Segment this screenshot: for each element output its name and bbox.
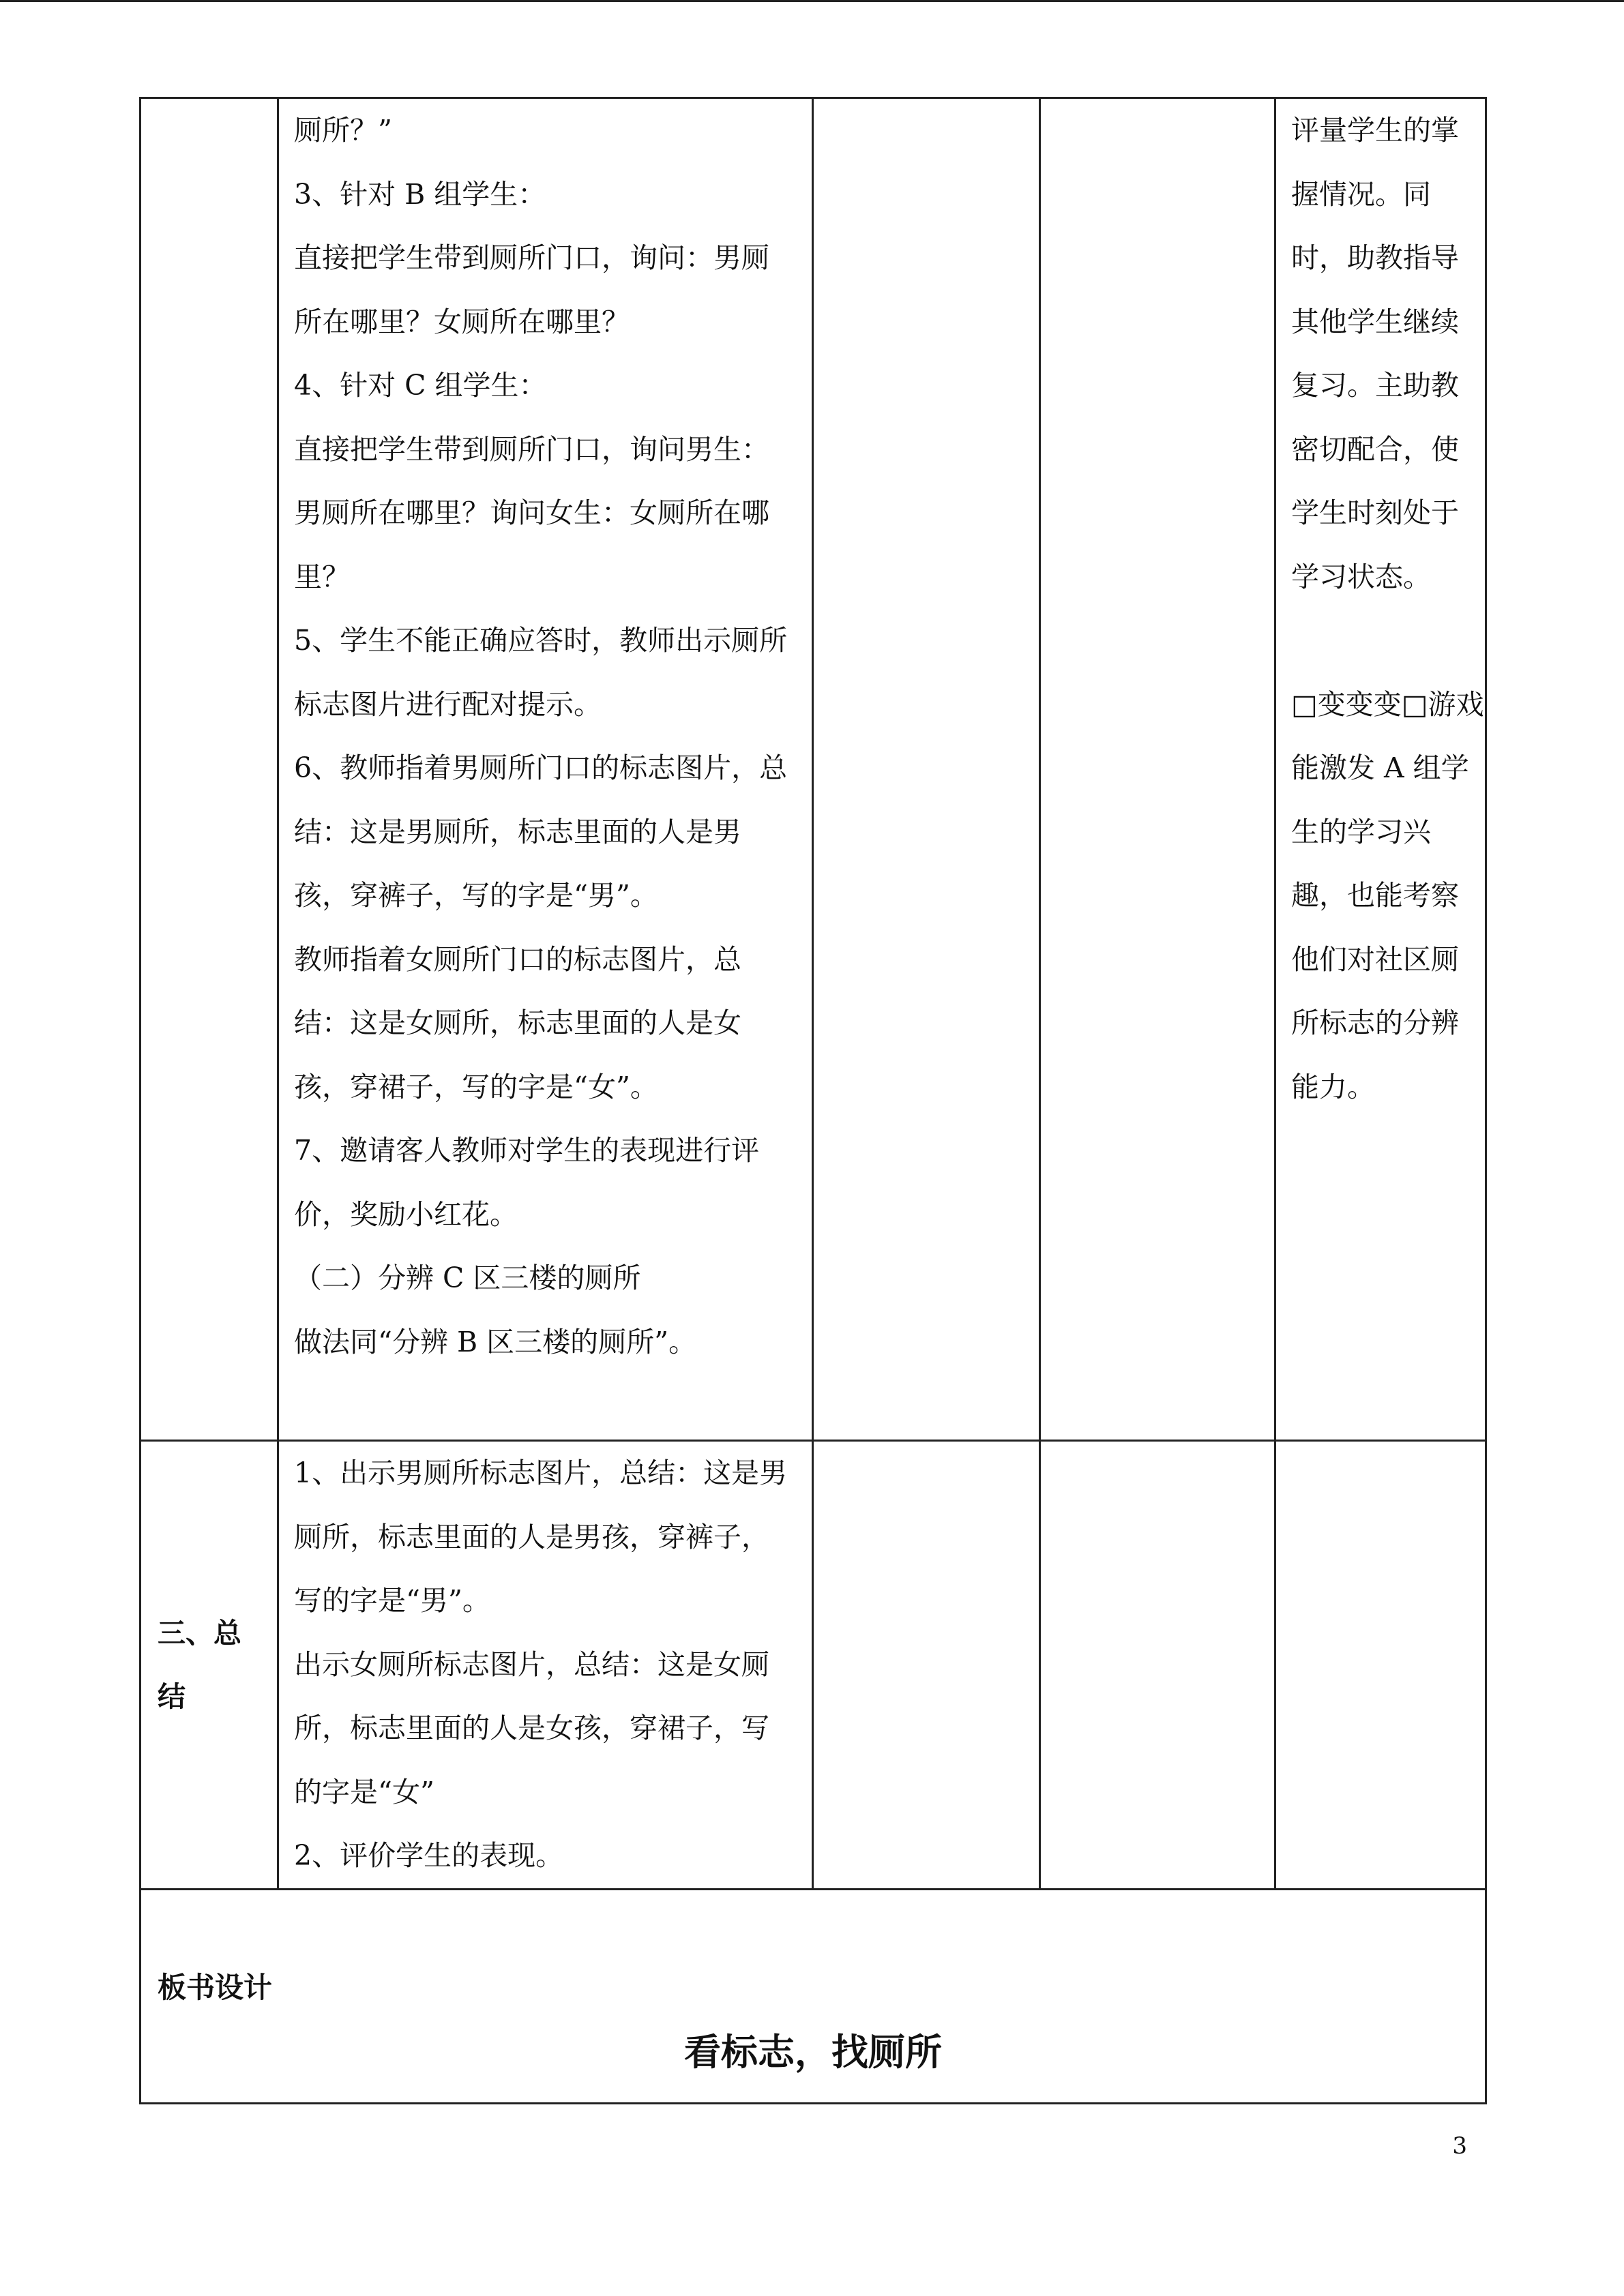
- procedure-line: 结：这是女厕所，标志里面的人是女: [294, 1007, 741, 1039]
- procedure-line: 孩，穿裙子，写的字是“女”。: [294, 1070, 658, 1103]
- stage-cell-summary: [141, 1441, 278, 1890]
- procedure-cell: [278, 98, 813, 1441]
- summary-procedure-line: 出示女厕所标志图片，总结：这是女厕: [294, 1648, 769, 1681]
- design-intent-line: 评量学生的掌: [1291, 114, 1459, 147]
- procedure-line: 男厕所在哪里？询问女生：女厕所在哪: [294, 496, 769, 529]
- procedure-line: 4、针对 C 组学生：: [294, 369, 547, 402]
- design-intent-line: 能力。: [1291, 1070, 1375, 1103]
- design-intent-line: 学生时刻处于: [1291, 496, 1459, 529]
- summary-procedure-line: 写的字是“男”。: [294, 1584, 490, 1617]
- top-border-rule: [0, 0, 1624, 2]
- design-intent-line: 学习状态。: [1291, 560, 1431, 593]
- procedure-line: 直接把学生带到厕所门口，询问男生：: [294, 432, 769, 466]
- procedure-line: 5、学生不能正确应答时，教师出示厕所: [294, 624, 788, 657]
- procedure-line: （二）分辨 C 区三楼的厕所: [294, 1262, 641, 1294]
- stage-cell-empty: [141, 98, 278, 1441]
- summary-procedure-line: 的字是“女”: [294, 1775, 434, 1808]
- summary-procedure-line: 所，标志里面的人是女孩，穿裙子，写: [294, 1712, 769, 1744]
- summary-assistant-cell: [1040, 1441, 1275, 1890]
- procedure-line: 直接把学生带到厕所门口，询问：男厕: [294, 241, 769, 274]
- table-row-continued: [141, 98, 1486, 1441]
- design-intent-line: 时，助教指导: [1291, 241, 1459, 274]
- design-intent-line: 密切配合，使: [1291, 432, 1459, 466]
- design-intent-line: □变变变□游戏: [1291, 687, 1484, 721]
- lesson-plan-table: [139, 97, 1487, 2104]
- design-intent-line: 趣，也能考察: [1291, 879, 1459, 912]
- design-intent-line: 复习。主助教: [1291, 369, 1459, 402]
- table-row-summary: [141, 1441, 1486, 1890]
- procedure-line: 结：这是男厕所，标志里面的人是男: [294, 815, 741, 848]
- design-intent-line: 生的学习兴: [1291, 815, 1431, 848]
- stage-label-line2: 结: [158, 1680, 186, 1713]
- procedure-line: 教师指着女厕所门口的标志图片，总: [294, 942, 741, 976]
- design-intent-line: [1291, 609, 1485, 673]
- design-intent-line: 其他学生继续: [1291, 305, 1459, 338]
- procedure-line: 标志图片进行配对提示。: [294, 687, 602, 721]
- summary-student-cell: [813, 1441, 1040, 1890]
- board-design-title: 看标志，找厕所: [684, 2031, 942, 2074]
- design-intent-lines: [1276, 99, 1485, 1119]
- procedure-line: 价，奖励小红花。: [294, 1197, 518, 1231]
- page-number: 3: [1452, 2132, 1467, 2160]
- procedure-line: 孩，穿裤子，写的字是“男”。: [294, 879, 658, 912]
- summary-procedure-lines: [279, 1442, 812, 1888]
- procedure-line: 厕所？”: [294, 114, 392, 147]
- procedure-lines: [279, 99, 812, 1374]
- design-intent-line: 他们对社区厕: [1291, 942, 1459, 976]
- summary-procedure-line: 1、出示男厕所标志图片，总结：这是男: [294, 1457, 788, 1489]
- summary-procedure-cell: [278, 1441, 813, 1890]
- procedure-line: 3、针对 B 组学生：: [294, 177, 546, 211]
- stage-label-line1: 三、总: [158, 1616, 241, 1650]
- board-design-label: 板书设计: [158, 1971, 273, 2004]
- procedure-line: 所在哪里？女厕所在哪里？: [294, 305, 630, 338]
- design-intent-line: 所标志的分辨: [1291, 1007, 1459, 1039]
- board-design-cell: [141, 1890, 1486, 2104]
- design-intent-cell: [1275, 98, 1486, 1441]
- procedure-line: 里？: [294, 560, 350, 593]
- procedure-line: 6、教师指着男厕所门口的标志图片，总: [294, 751, 788, 784]
- summary-procedure-line: 2、评价学生的表现。: [294, 1839, 564, 1872]
- student-activity-cell: [813, 98, 1040, 1441]
- summary-procedure-line: 厕所，标志里面的人是男孩，穿裤子，: [294, 1520, 769, 1553]
- assistant-cell: [1040, 98, 1275, 1441]
- procedure-line: 做法同“分辨 B 区三楼的厕所”。: [294, 1325, 697, 1358]
- table-row-board: [141, 1890, 1486, 2104]
- design-intent-line: 能激发 A 组学: [1291, 751, 1469, 784]
- design-intent-line: 握情况。同: [1291, 177, 1431, 211]
- summary-intent-cell: [1275, 1441, 1486, 1890]
- procedure-line: 7、邀请客人教师对学生的表现进行评: [294, 1134, 760, 1167]
